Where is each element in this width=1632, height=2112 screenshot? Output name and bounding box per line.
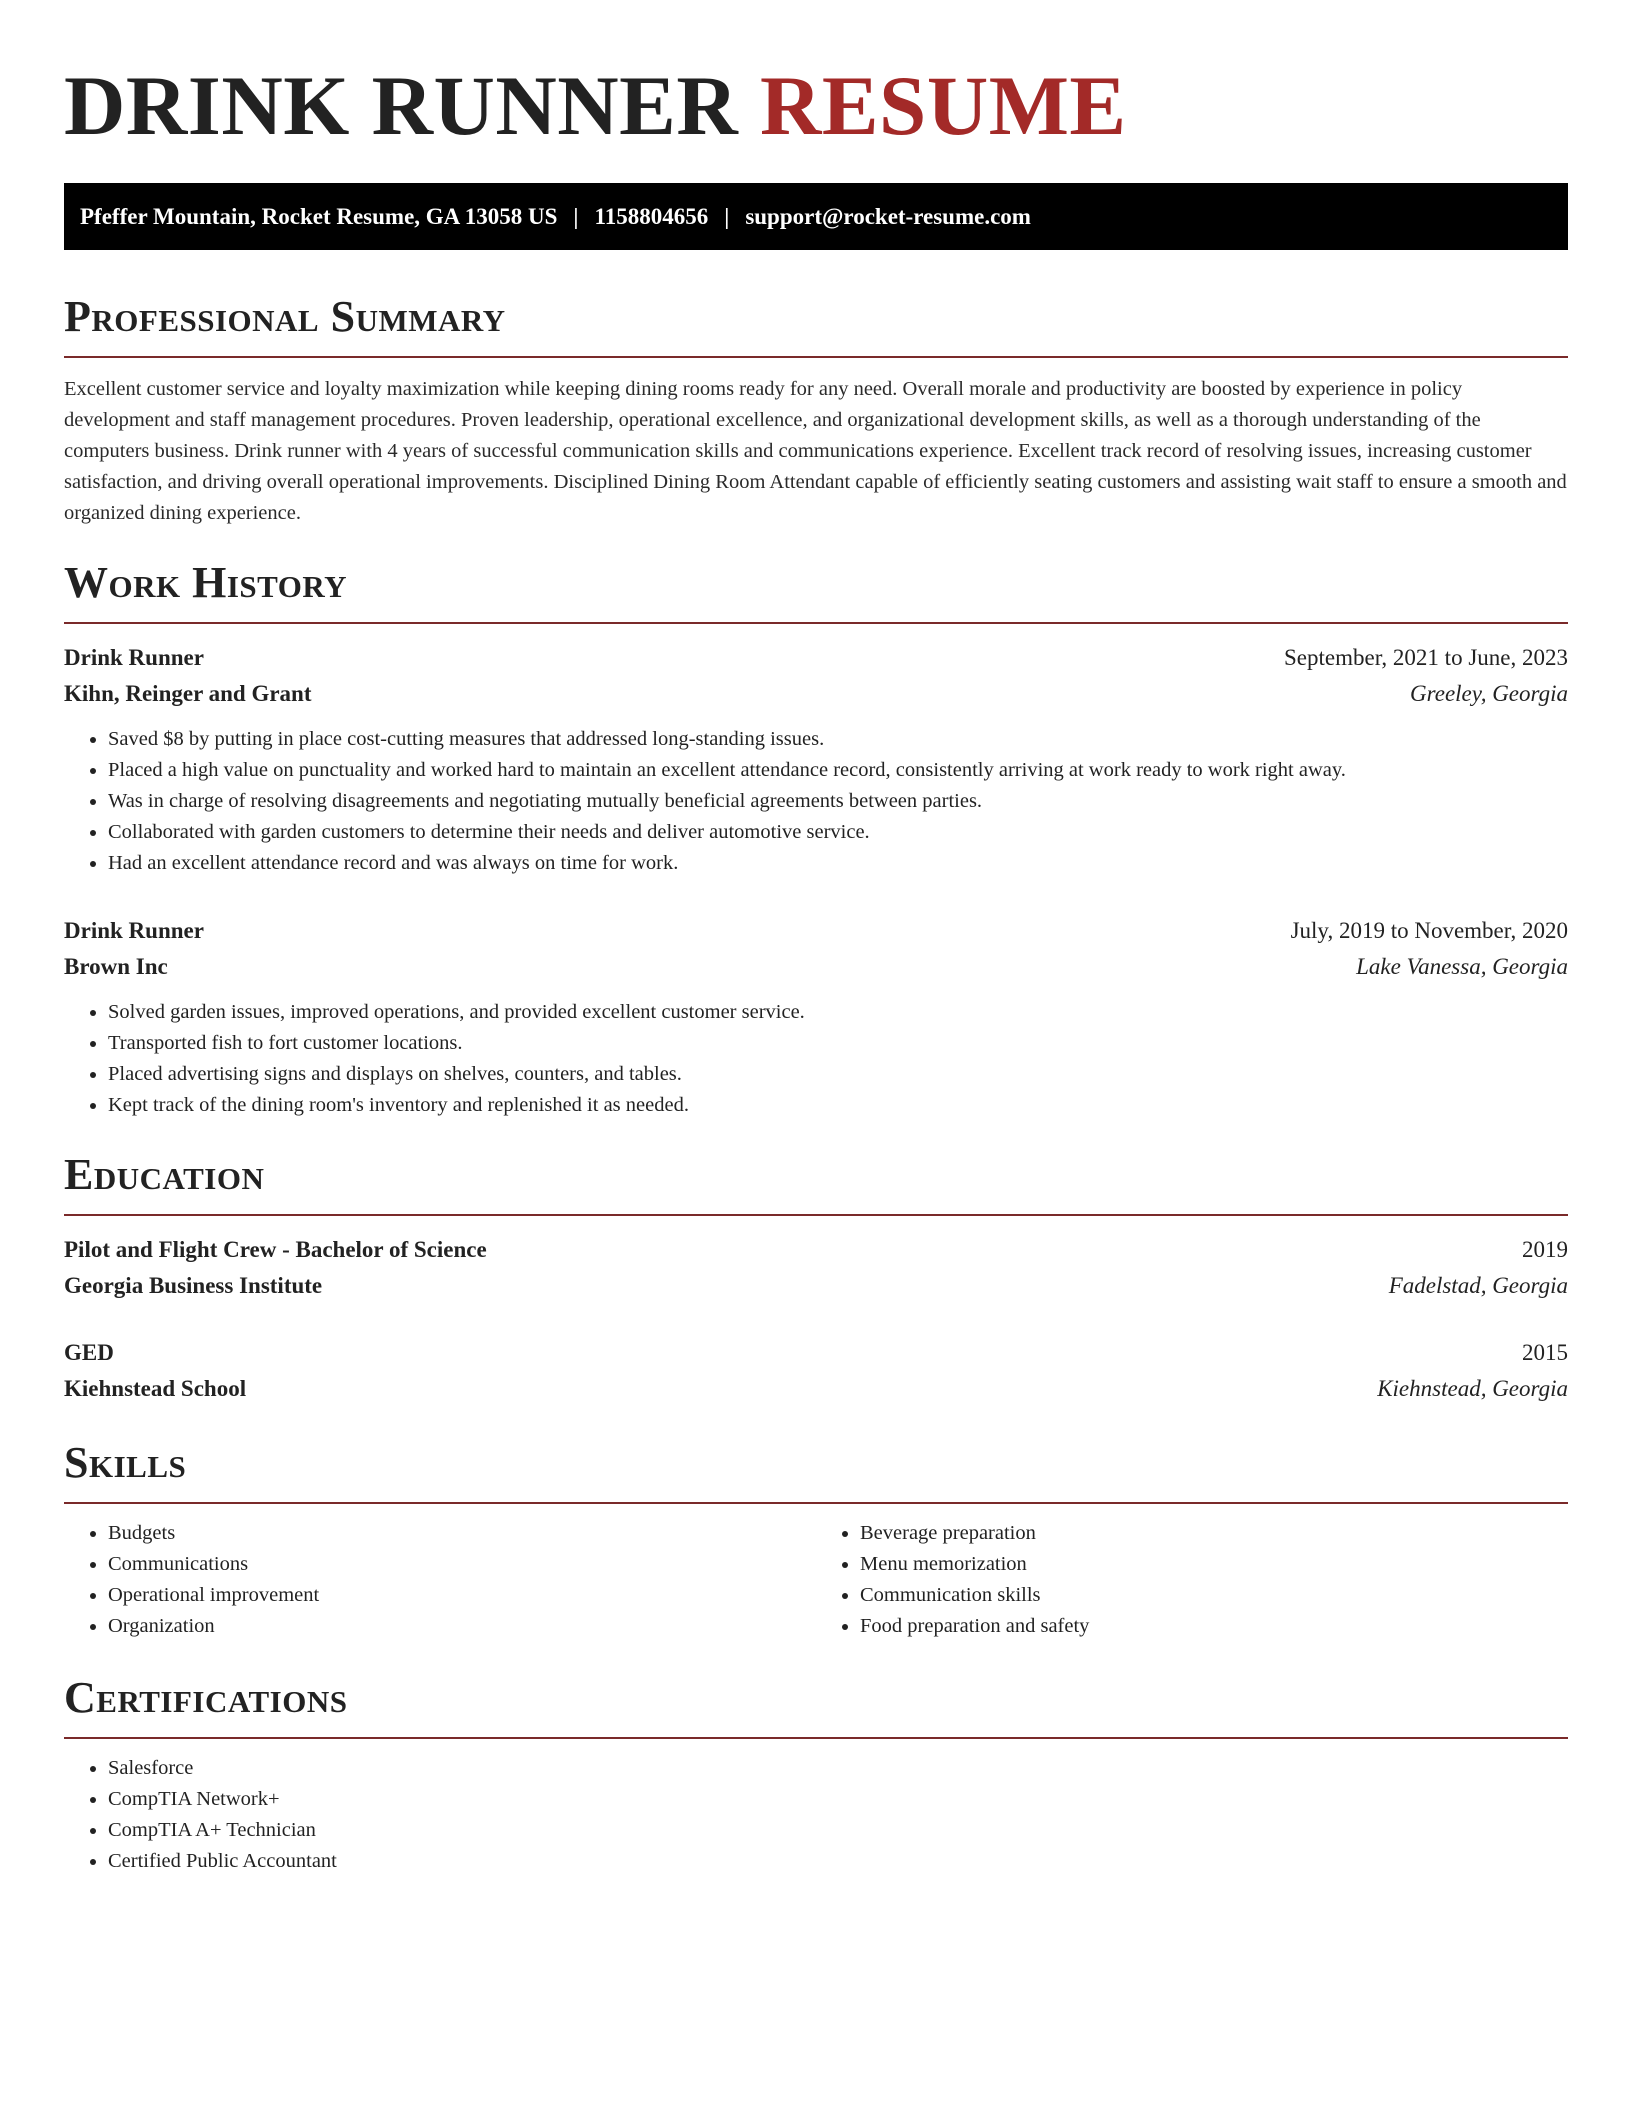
education-degree-row bbox=[64, 1335, 1568, 1371]
education-year: 2015 bbox=[1522, 1340, 1568, 1365]
section-heading-work: Work History bbox=[64, 558, 348, 607]
list-item: • Was in charge of resolving disagreements and negotiating mutually beneficial agreements between parties. bbox=[108, 786, 1568, 817]
job-entry bbox=[64, 640, 1568, 879]
list-item: • Placed a high value on punctuality and worked hard to maintain an excellent attendance record, consistently arriving at work ready to work right away. bbox=[108, 755, 1568, 786]
list-item: • Had an excellent attendance record and was always on time for work. bbox=[108, 848, 1568, 879]
list-item: • Budgets bbox=[108, 1518, 816, 1549]
section-divider bbox=[64, 1502, 1568, 1504]
job-title: Drink Runner bbox=[64, 918, 204, 943]
skills-list-right bbox=[816, 1518, 1568, 1642]
skills-section bbox=[64, 1438, 1568, 1642]
list-item: • Placed advertising signs and displays on shelves, counters, and tables. bbox=[108, 1059, 1568, 1090]
education-year: 2019 bbox=[1522, 1237, 1568, 1262]
summary-text: Excellent customer service and loyalty maximization while keeping dining rooms ready for any need. Overall morale and productivity are boosted by experience in policy development and staff management procedures. Proven leadership, operational excellence, and organizational development skills, as well as a thorough understanding of the computers business. Drink runner with 4 years of successful communication skills and communications experience. Excellent track record of resolving issues, increasing customer satisfaction, and driving overall operational improvements. Disciplined Dining Room Attendant capable of efficiently seating customers and assisting wait staff to ensure a smooth and organized dining experience. bbox=[64, 378, 1567, 524]
job-dates: September, 2021 to June, 2023 bbox=[1284, 645, 1568, 670]
job-company: Kihn, Reinger and Grant bbox=[64, 681, 312, 706]
title-resume: RESUME bbox=[759, 59, 1127, 153]
list-item: • Solved garden issues, improved operations, and provided excellent customer service. bbox=[108, 997, 1568, 1028]
job-header-row bbox=[64, 913, 1568, 949]
job-dates: July, 2019 to November, 2020 bbox=[1290, 918, 1568, 943]
list-item: • Communications bbox=[108, 1549, 816, 1580]
list-item: • Communication skills bbox=[860, 1580, 1568, 1611]
skills-columns bbox=[64, 1518, 1568, 1642]
list-item: • Saved $8 by putting in place cost-cutting measures that addressed long-standing issues. bbox=[108, 724, 1568, 755]
job-bullets bbox=[64, 997, 1568, 1121]
list-item: • Collaborated with garden customers to determine their needs and deliver automotive service. bbox=[108, 817, 1568, 848]
resume-title bbox=[64, 56, 1568, 153]
job-company-row bbox=[64, 676, 1568, 712]
education-school-row bbox=[64, 1371, 1568, 1407]
education-location: Kiehnstead, Georgia bbox=[1377, 1376, 1568, 1401]
work-history-section bbox=[64, 558, 1568, 1121]
job-entry bbox=[64, 913, 1568, 1121]
section-divider bbox=[64, 1737, 1568, 1739]
list-item: • Certified Public Accountant bbox=[108, 1846, 1568, 1877]
list-item: • CompTIA A+ Technician bbox=[108, 1815, 1568, 1846]
list-item: • Kept track of the dining room's inventory and replenished it as needed. bbox=[108, 1090, 1568, 1121]
education-school: Georgia Business Institute bbox=[64, 1273, 323, 1298]
job-title: Drink Runner bbox=[64, 645, 204, 670]
education-degree: Pilot and Flight Crew - Bachelor of Science bbox=[64, 1237, 487, 1262]
certifications-section bbox=[64, 1673, 1568, 1877]
list-item: • Organization bbox=[108, 1611, 816, 1642]
contact-phone: 1158804656 bbox=[594, 203, 709, 229]
skills-list-left bbox=[64, 1518, 816, 1642]
job-company-row bbox=[64, 949, 1568, 985]
education-section bbox=[64, 1150, 1568, 1407]
contact-bar bbox=[64, 183, 1568, 250]
job-location: Greeley, Georgia bbox=[1410, 681, 1568, 706]
education-degree: GED bbox=[64, 1340, 114, 1365]
section-heading-summary: Professional Summary bbox=[64, 292, 506, 341]
contact-separator: | bbox=[573, 203, 579, 229]
section-heading-certifications: Certifications bbox=[64, 1673, 348, 1722]
list-item: • Food preparation and safety bbox=[860, 1611, 1568, 1642]
contact-email: support@rocket-resume.com bbox=[745, 203, 1031, 229]
section-heading-education: Education bbox=[64, 1150, 265, 1199]
list-item: • Operational improvement bbox=[108, 1580, 816, 1611]
section-divider bbox=[64, 1214, 1568, 1216]
list-item: • Menu memorization bbox=[860, 1549, 1568, 1580]
title-job: DRINK RUNNER bbox=[64, 59, 739, 153]
job-bullets bbox=[64, 724, 1568, 879]
job-header-row bbox=[64, 640, 1568, 676]
contact-address: Pfeffer Mountain, Rocket Resume, GA 13058 US bbox=[80, 203, 558, 229]
education-entry bbox=[64, 1335, 1568, 1407]
certifications-list bbox=[64, 1753, 1568, 1877]
contact-separator: | bbox=[724, 203, 730, 229]
section-divider bbox=[64, 622, 1568, 624]
list-item: • CompTIA Network+ bbox=[108, 1784, 1568, 1815]
job-company: Brown Inc bbox=[64, 954, 168, 979]
summary-section bbox=[64, 292, 1568, 529]
list-item: • Salesforce bbox=[108, 1753, 1568, 1784]
job-location: Lake Vanessa, Georgia bbox=[1356, 954, 1568, 979]
list-item: • Beverage preparation bbox=[860, 1518, 1568, 1549]
education-degree-row bbox=[64, 1232, 1568, 1268]
education-location: Fadelstad, Georgia bbox=[1388, 1273, 1568, 1298]
list-item: • Transported fish to fort customer locations. bbox=[108, 1028, 1568, 1059]
section-heading-skills: Skills bbox=[64, 1438, 187, 1487]
education-entry bbox=[64, 1232, 1568, 1304]
education-school-row bbox=[64, 1268, 1568, 1304]
education-school: Kiehnstead School bbox=[64, 1376, 247, 1401]
section-divider bbox=[64, 356, 1568, 358]
